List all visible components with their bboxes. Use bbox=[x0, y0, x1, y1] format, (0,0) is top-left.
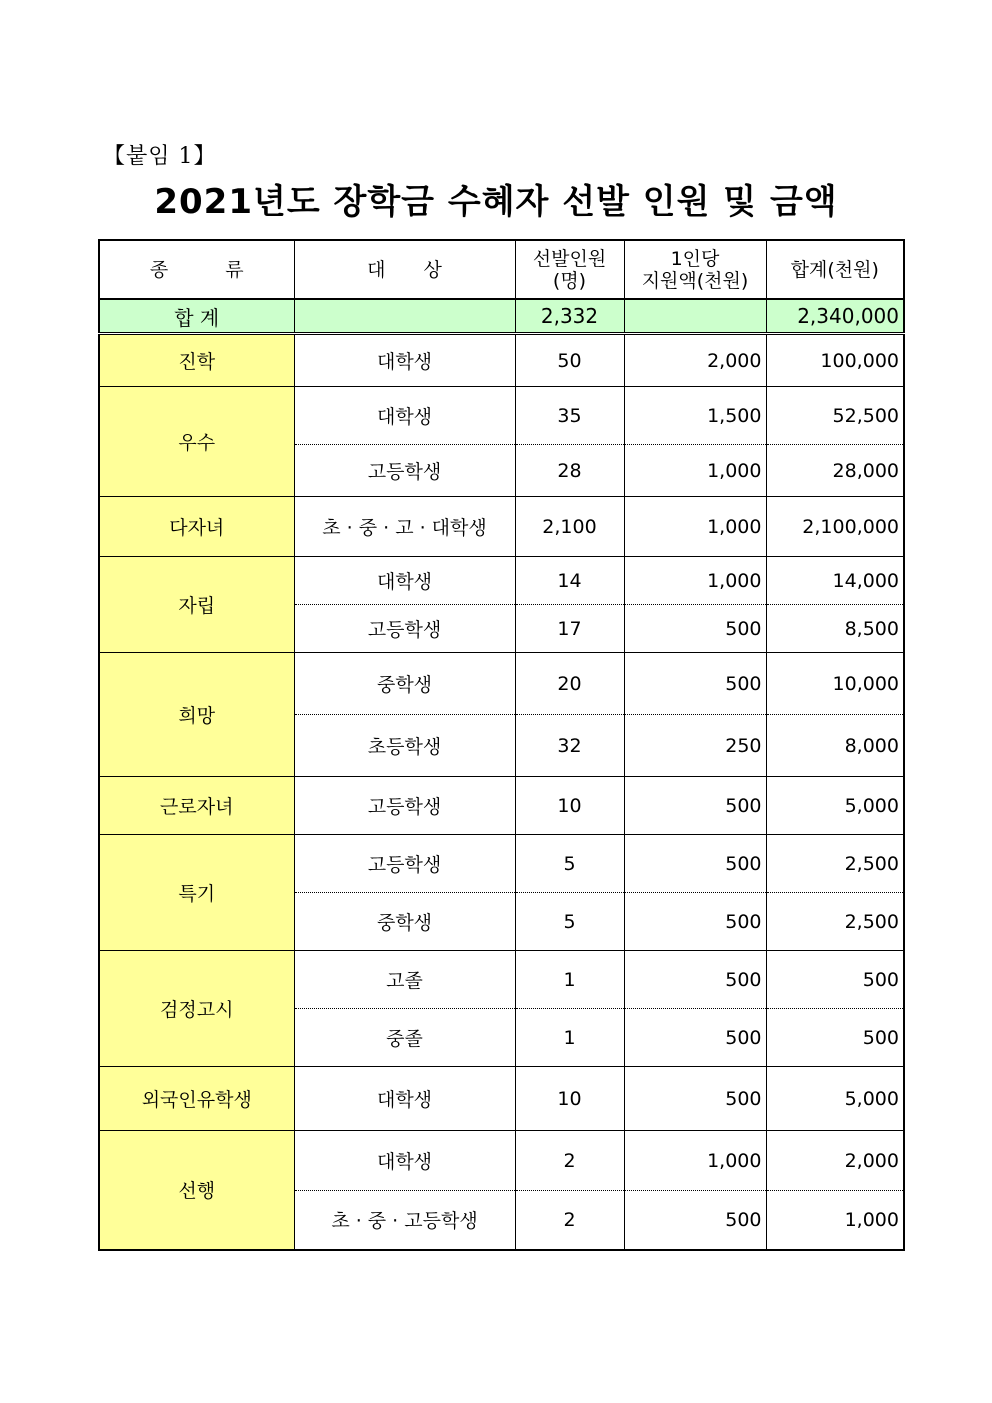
count-cell: 32 bbox=[515, 715, 624, 777]
category-cell: 다자녀 bbox=[99, 497, 294, 557]
table-row bbox=[99, 334, 904, 387]
header-target: 대 상 bbox=[294, 240, 515, 299]
table-row bbox=[99, 951, 904, 1009]
total-cell: 5,000 bbox=[766, 777, 904, 835]
category-cell: 진학 bbox=[99, 334, 294, 387]
per-person-cell: 1,500 bbox=[624, 387, 766, 445]
sum-total: 2,340,000 bbox=[766, 299, 904, 334]
scholarship-table bbox=[98, 239, 905, 1251]
count-cell: 10 bbox=[515, 777, 624, 835]
target-cell: 초 · 중 · 고 · 대학생 bbox=[294, 497, 515, 557]
attachment-label: 【붙임 1】 bbox=[103, 144, 217, 169]
table-header-row bbox=[99, 240, 904, 299]
count-cell: 20 bbox=[515, 653, 624, 715]
total-cell: 2,000 bbox=[766, 1131, 904, 1191]
count-cell: 1 bbox=[515, 951, 624, 1009]
per-person-cell: 500 bbox=[624, 653, 766, 715]
table-row bbox=[99, 835, 904, 893]
table-row bbox=[99, 1131, 904, 1191]
target-cell: 대학생 bbox=[294, 387, 515, 445]
target-cell: 대학생 bbox=[294, 1067, 515, 1131]
category-cell: 자립 bbox=[99, 557, 294, 653]
total-cell: 8,500 bbox=[766, 605, 904, 653]
total-cell: 5,000 bbox=[766, 1067, 904, 1131]
table-row bbox=[99, 653, 904, 715]
header-count: 선발인원 (명) bbox=[515, 240, 624, 299]
sum-label: 합 계 bbox=[99, 299, 294, 334]
table-row bbox=[99, 1067, 904, 1131]
category-cell: 희망 bbox=[99, 653, 294, 777]
page-title: 2021년도 장학금 수혜자 선발 인원 및 금액 bbox=[154, 182, 838, 222]
count-cell: 35 bbox=[515, 387, 624, 445]
target-cell: 고등학생 bbox=[294, 777, 515, 835]
per-person-cell: 500 bbox=[624, 1191, 766, 1250]
total-cell: 14,000 bbox=[766, 557, 904, 605]
target-cell: 고졸 bbox=[294, 951, 515, 1009]
count-cell: 1 bbox=[515, 1009, 624, 1067]
per-person-cell: 250 bbox=[624, 715, 766, 777]
total-cell: 2,100,000 bbox=[766, 497, 904, 557]
per-person-cell: 1,000 bbox=[624, 557, 766, 605]
sum-count: 2,332 bbox=[515, 299, 624, 334]
count-cell: 2,100 bbox=[515, 497, 624, 557]
count-cell: 17 bbox=[515, 605, 624, 653]
table-row bbox=[99, 387, 904, 445]
category-cell: 특기 bbox=[99, 835, 294, 951]
count-cell: 10 bbox=[515, 1067, 624, 1131]
target-cell: 대학생 bbox=[294, 334, 515, 387]
per-person-cell: 500 bbox=[624, 835, 766, 893]
table-row bbox=[99, 777, 904, 835]
total-cell: 100,000 bbox=[766, 334, 904, 387]
header-per-person: 1인당 지원액(천원) bbox=[624, 240, 766, 299]
target-cell: 고등학생 bbox=[294, 445, 515, 497]
count-cell: 2 bbox=[515, 1191, 624, 1250]
count-cell: 5 bbox=[515, 893, 624, 951]
total-cell: 2,500 bbox=[766, 835, 904, 893]
table-row bbox=[99, 557, 904, 605]
total-cell: 52,500 bbox=[766, 387, 904, 445]
count-cell: 28 bbox=[515, 445, 624, 497]
per-person-cell: 500 bbox=[624, 1009, 766, 1067]
total-cell: 10,000 bbox=[766, 653, 904, 715]
target-cell: 초등학생 bbox=[294, 715, 515, 777]
header-total: 합계(천원) bbox=[766, 240, 904, 299]
per-person-cell: 1,000 bbox=[624, 497, 766, 557]
count-cell: 5 bbox=[515, 835, 624, 893]
total-cell: 2,500 bbox=[766, 893, 904, 951]
per-person-cell: 2,000 bbox=[624, 334, 766, 387]
per-person-cell: 500 bbox=[624, 893, 766, 951]
header-type: 종 류 bbox=[99, 240, 294, 299]
total-cell: 1,000 bbox=[766, 1191, 904, 1250]
sum-row bbox=[99, 299, 904, 334]
per-person-cell: 500 bbox=[624, 951, 766, 1009]
target-cell: 고등학생 bbox=[294, 605, 515, 653]
category-cell: 검정고시 bbox=[99, 951, 294, 1067]
total-cell: 28,000 bbox=[766, 445, 904, 497]
total-cell: 500 bbox=[766, 951, 904, 1009]
target-cell: 초 · 중 · 고등학생 bbox=[294, 1191, 515, 1250]
category-cell: 근로자녀 bbox=[99, 777, 294, 835]
total-cell: 500 bbox=[766, 1009, 904, 1067]
per-person-cell: 1,000 bbox=[624, 445, 766, 497]
target-cell: 중졸 bbox=[294, 1009, 515, 1067]
category-cell: 외국인유학생 bbox=[99, 1067, 294, 1131]
table-row bbox=[99, 497, 904, 557]
count-cell: 50 bbox=[515, 334, 624, 387]
count-cell: 14 bbox=[515, 557, 624, 605]
total-cell: 8,000 bbox=[766, 715, 904, 777]
target-cell: 대학생 bbox=[294, 557, 515, 605]
sum-per-empty bbox=[624, 299, 766, 334]
per-person-cell: 1,000 bbox=[624, 1131, 766, 1191]
target-cell: 대학생 bbox=[294, 1131, 515, 1191]
category-cell: 선행 bbox=[99, 1131, 294, 1250]
target-cell: 고등학생 bbox=[294, 835, 515, 893]
count-cell: 2 bbox=[515, 1131, 624, 1191]
target-cell: 중학생 bbox=[294, 893, 515, 951]
target-cell: 중학생 bbox=[294, 653, 515, 715]
per-person-cell: 500 bbox=[624, 777, 766, 835]
category-cell: 우수 bbox=[99, 387, 294, 497]
per-person-cell: 500 bbox=[624, 605, 766, 653]
sum-target-empty bbox=[294, 299, 515, 334]
per-person-cell: 500 bbox=[624, 1067, 766, 1131]
